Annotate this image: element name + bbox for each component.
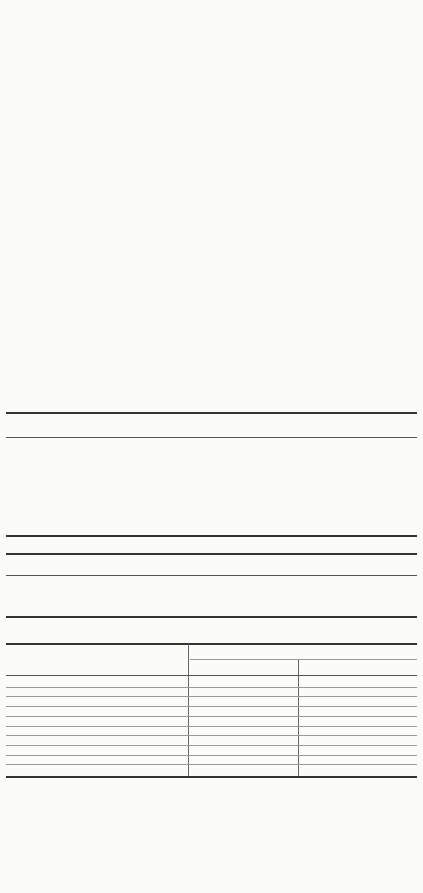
text-line — [6, 229, 417, 237]
text-line — [6, 782, 417, 790]
text-line — [6, 145, 417, 153]
text-line — [6, 18, 417, 26]
text-line — [6, 848, 417, 856]
text-line — [6, 117, 417, 125]
text-line — [6, 131, 417, 139]
text-line — [6, 287, 417, 295]
text-line — [6, 815, 417, 823]
text-line — [6, 32, 417, 40]
text-line — [6, 61, 417, 69]
text-line — [6, 837, 417, 845]
text-line — [6, 243, 417, 251]
text-line — [6, 357, 417, 365]
text-line — [6, 187, 417, 195]
text-line — [6, 75, 417, 83]
text-line — [6, 89, 417, 97]
text-line — [6, 201, 417, 209]
text-line — [6, 46, 417, 54]
text-line — [6, 804, 417, 812]
text-line — [6, 343, 417, 351]
text-line — [6, 215, 417, 223]
text-line — [6, 271, 417, 279]
text-line — [6, 793, 417, 801]
text-line — [6, 315, 417, 323]
text-line — [6, 103, 417, 111]
text-line — [6, 159, 417, 167]
text-line — [6, 301, 417, 309]
text-line — [6, 870, 417, 878]
text-line — [6, 859, 417, 867]
text-line — [6, 329, 417, 337]
text-line — [6, 826, 417, 834]
text-line — [6, 881, 417, 889]
text-line — [6, 173, 417, 181]
text-line — [6, 371, 417, 379]
text-line — [6, 257, 417, 265]
text-line — [6, 385, 417, 393]
text-line — [6, 4, 417, 12]
